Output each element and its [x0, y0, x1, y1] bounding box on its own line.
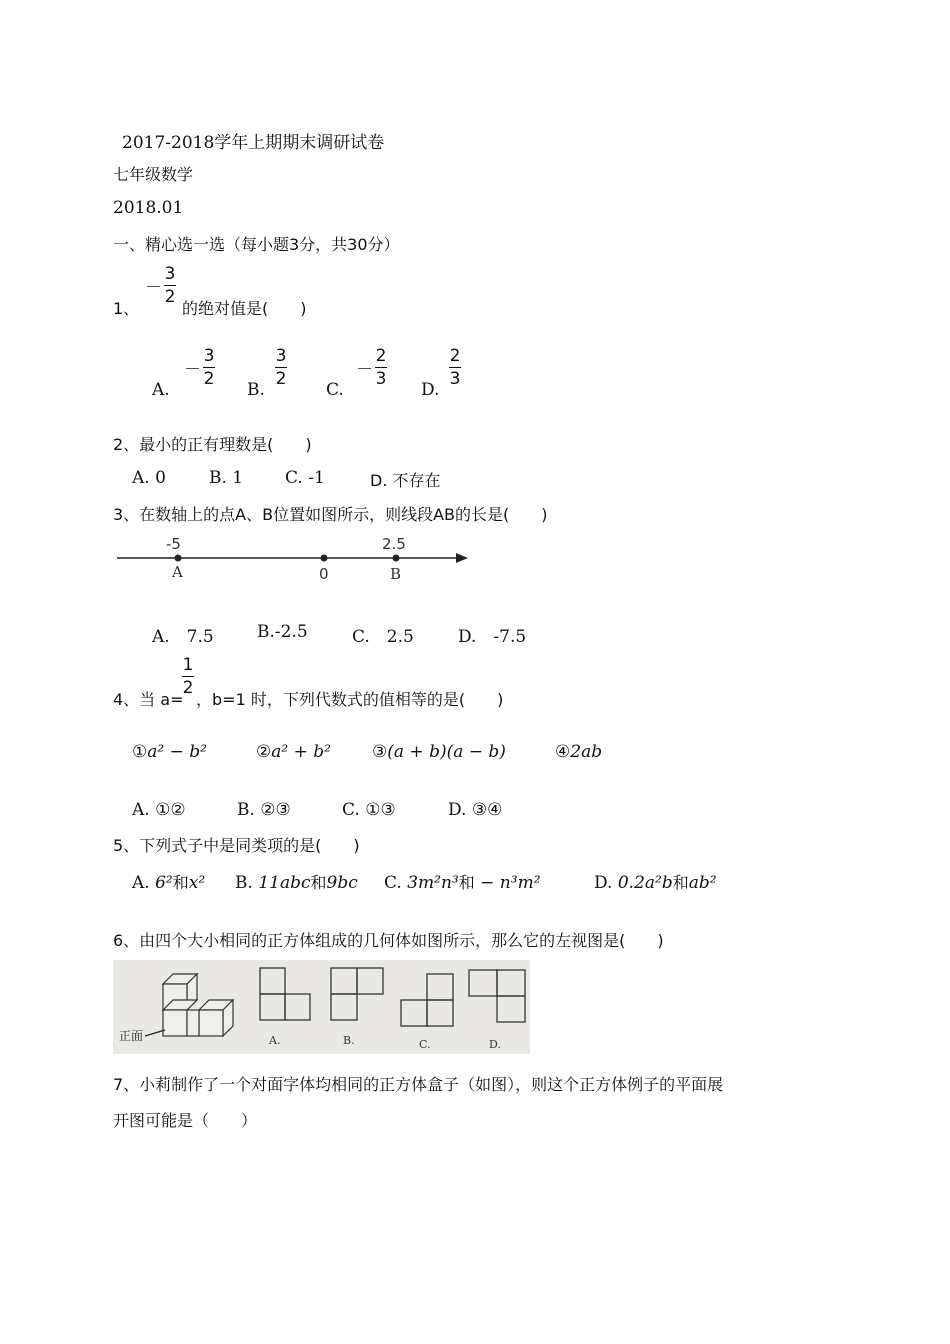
point-a-label: A	[172, 563, 183, 581]
choice-b-view	[331, 968, 383, 1020]
choice-c-label: C.	[419, 1038, 431, 1051]
point-a-value: -5	[166, 535, 181, 553]
exam-subject: 七年级数学	[113, 165, 194, 184]
front-arrow	[145, 1030, 165, 1036]
question-fraction: $\frac{1}{2}$	[182, 655, 194, 698]
question-7-line-2: 开图可能是（ ）	[113, 1111, 258, 1130]
question-number: 1、	[113, 299, 140, 318]
point-b	[393, 555, 400, 562]
choice-a-view	[260, 968, 310, 1020]
point-b-value: 2.5	[382, 535, 406, 553]
option-c[interactable]: C. 3m²n³和 − n³m²	[384, 873, 541, 893]
option-a[interactable]: A. ①②	[132, 800, 186, 820]
axis-arrow	[456, 553, 468, 563]
exam-date: 2018.01	[113, 198, 184, 218]
expression-4: ④2ab	[555, 742, 603, 762]
choice-d-label: D.	[489, 1038, 501, 1051]
question-text: 的绝对值是( )	[182, 299, 307, 318]
point-origin	[321, 555, 328, 562]
expression-1: ①a² − b²	[132, 742, 207, 762]
question-7-line-1: 7、小莉制作了一个对面字体均相同的正方体盒子（如图），则这个正方体例子的平面展	[113, 1075, 724, 1094]
option-a[interactable]: A. 0	[132, 468, 166, 488]
option-b[interactable]: B. 1	[209, 468, 244, 488]
question-prefix: 4、当 a=	[113, 690, 184, 709]
question-fraction: － $\frac{3}{2}$	[145, 264, 176, 307]
option-b[interactable]: B. 11abc和9bc	[235, 873, 358, 893]
option-b[interactable]: B.-2.5	[257, 622, 308, 642]
expression-3: ③(a + b)(a − b)	[372, 742, 506, 762]
cube-solid	[163, 974, 233, 1036]
option-d[interactable]: D. 0.2a²b和ab²	[594, 873, 717, 893]
option-a[interactable]: A. 6²和x²	[132, 873, 206, 893]
option-d[interactable]: D. 不存在	[370, 471, 441, 490]
question-suffix: ，b=1 时，下列代数式的值相等的是( )	[196, 690, 504, 709]
question-6-text: 6、由四个大小相同的正方体组成的几何体如图所示，那么它的左视图是( )	[113, 931, 664, 950]
choice-c-view	[401, 974, 453, 1026]
point-b-label: B	[390, 565, 402, 583]
question-5-text: 5、下列式子中是同类项的是( )	[113, 836, 360, 855]
option-c[interactable]: C. ①③	[342, 800, 396, 820]
option-c[interactable]: C. 2.5	[352, 627, 414, 647]
option-d[interactable]: D. -7.5	[458, 627, 527, 647]
option-d[interactable]: D. ③④	[448, 800, 503, 820]
exam-title: 2017-2018学年上期期末调研试卷	[122, 133, 385, 153]
origin-label: 0	[319, 565, 329, 583]
number-line	[112, 530, 474, 586]
choice-b-label: B.	[343, 1034, 355, 1047]
cube-figure-photo	[113, 960, 530, 1054]
front-label: 正面	[119, 1029, 144, 1043]
cube-figure-drawing	[113, 960, 530, 1054]
option-a[interactable]: A. 7.5	[152, 627, 214, 647]
option-c[interactable]: C. -1	[285, 468, 325, 488]
expression-2: ②a² + b²	[256, 742, 331, 762]
section-heading: 一、精心选一选（每小题3分，共30分）	[113, 235, 400, 254]
choice-a-label: A.	[269, 1034, 281, 1047]
choice-d-view	[469, 970, 525, 1022]
option-b[interactable]: B. ②③	[237, 800, 291, 820]
question-3-text: 3、在数轴上的点A、B位置如图所示，则线段AB的长是( )	[113, 505, 548, 524]
question-2-text: 2、最小的正有理数是( )	[113, 435, 312, 454]
point-a	[175, 555, 182, 562]
